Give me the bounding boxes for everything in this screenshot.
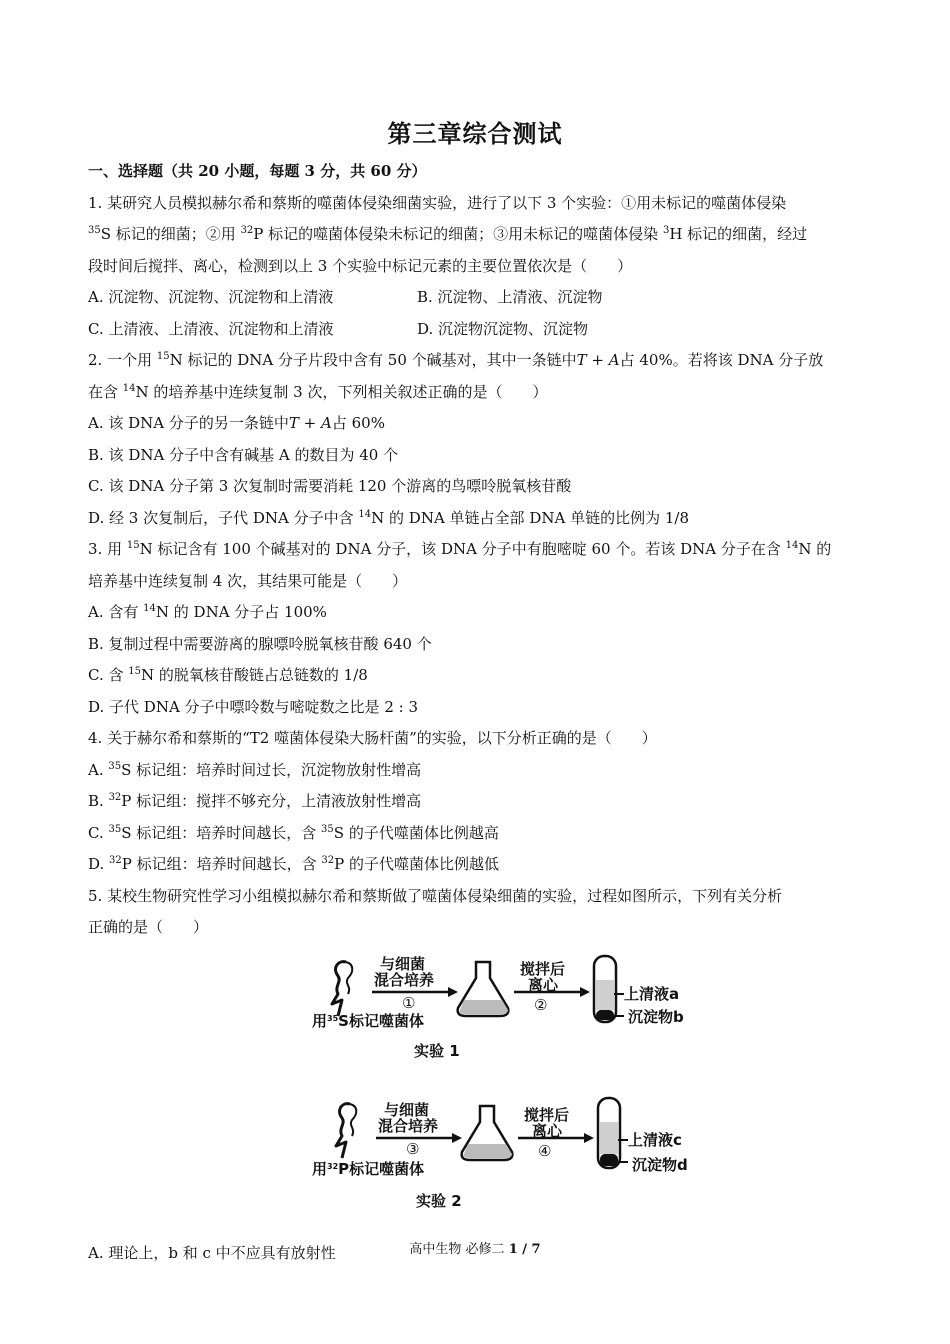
- option-b: B. 沉淀物、上清液、沉淀物: [417, 288, 603, 306]
- section-heading: 一、选择题（共 20 小题，每题 3 分，共 60 分）: [88, 162, 427, 180]
- question-5: [88, 881, 866, 1270]
- document-body: [88, 156, 866, 1269]
- pellet-label: 沉淀物b: [628, 1007, 684, 1026]
- experiment-diagram: [88, 948, 866, 1238]
- centrifuge-number: ④: [538, 1141, 552, 1160]
- question-1: [88, 188, 866, 346]
- option-d: D. 沉淀物沉淀物、沉淀物: [417, 319, 589, 338]
- option-b: B. 复制过程中需要游离的腺嘌呤脱氧核苷酸 640 个: [88, 634, 432, 653]
- option-c: C. $^{35}$S 标记组：培养时间越长，含 $^{35}$S 的子代噬菌体比例越高: [88, 823, 499, 842]
- experiment-figure: [88, 948, 866, 1238]
- option-b: B. $^{32}$P 标记组：搅拌不够充分，上清液放射性增高: [88, 792, 422, 810]
- page-footer: [0, 1238, 950, 1257]
- centrifuge-label-bottom: 离心: [532, 1121, 563, 1140]
- question-stem-line: 1. 某研究人员模拟赫尔希和蔡斯的噬菌体侵染细菌实验，进行了以下 3 个实验：①用未标记的噬菌体侵染: [88, 193, 787, 212]
- step-label-bottom: 混合培养: [374, 970, 435, 989]
- question-stem-line: 正确的是（ ）: [88, 918, 209, 936]
- centrifuge-label-top: 搅拌后: [524, 1105, 570, 1124]
- page-title: 第三章综合测试: [387, 119, 563, 148]
- question-3: [88, 534, 866, 723]
- experiment-2: [312, 1098, 688, 1210]
- phage-label: 用$^{35}$S标记噬菌体: [312, 1011, 424, 1030]
- option-d: D. 子代 DNA 分子中嘌呤数与嘧啶数之比是 2 : 3: [88, 697, 418, 716]
- option-c: C. 含 $^{15}$N 的脱氧核苷酸链占总链数的 1/8: [88, 666, 368, 684]
- option-a: A. 沉淀物、沉淀物、沉淀物和上清液: [88, 288, 334, 306]
- supernatant-label: 上清液a: [624, 984, 680, 1003]
- option-b: B. 该 DNA 分子中含有碱基 A 的数目为 40 个: [88, 445, 399, 464]
- phage-icon: [336, 1103, 350, 1157]
- step-number: ①: [402, 993, 416, 1012]
- option-a: A. 理论上，b 和 c 中不应具有放射性: [88, 1243, 336, 1262]
- experiment-caption: 实验 2: [416, 1191, 462, 1210]
- option-c: C. 上清液、上清液、沉淀物和上清液: [88, 319, 334, 338]
- option-a: A. 该 DNA 分子的另一条链中T + A占 60%: [88, 414, 385, 432]
- question-stem-line: 3. 用 $^{15}$N 标记含有 100 个碱基对的 DNA 分子，该 DNA 分子中有胞嘧啶 60 个。若该 DNA 分子在含 $^{14}$N 的: [88, 540, 832, 558]
- option-a: A. $^{35}$S 标记组：培养时间过长，沉淀物放射性增高: [88, 760, 422, 779]
- step-label-top: 与细菌: [380, 954, 426, 973]
- question-2: [88, 345, 866, 534]
- phage-label: 用$^{32}$P标记噬菌体: [312, 1159, 425, 1178]
- option-a: A. 含有 $^{14}$N 的 DNA 分子占 100%: [88, 603, 327, 621]
- arrowhead-icon: [584, 1133, 594, 1143]
- option-row: [88, 282, 866, 314]
- question-stem-line: 2. 一个用 $^{15}$N 标记的 DNA 分子片段中含有 50 个碱基对，其中一条链中T + A占 40%。若将该 DNA 分子放: [88, 351, 824, 369]
- pellet-label: 沉淀物d: [632, 1155, 688, 1174]
- option-d: D. $^{32}$P 标记组：培养时间越长，含 $^{32}$P 的子代噬菌体比例越低: [88, 855, 500, 873]
- step-label-bottom: 混合培养: [378, 1116, 439, 1135]
- footer-subject: 高中生物 必修二: [409, 1242, 505, 1257]
- step-label-top: 与细菌: [384, 1100, 430, 1119]
- phage-icon: [332, 961, 346, 1015]
- question-stem-line: 5. 某校生物研究性学习小组模拟赫尔希和蔡斯做了噬菌体侵染细菌的实验，过程如图所示，下列有关分析: [88, 886, 783, 905]
- arrowhead-icon: [452, 1133, 462, 1143]
- page-number: 1 / 7: [508, 1242, 541, 1257]
- arrowhead-icon: [580, 987, 590, 997]
- option-row: [88, 314, 866, 346]
- arrowhead-icon: [448, 987, 458, 997]
- centrifuge-label-bottom: 离心: [528, 975, 559, 994]
- question-stem-line: 段时间后搅拌、离心，检测到以上 3 个实验中标记元素的主要位置依次是（ ）: [88, 256, 633, 275]
- question-stem-line: 培养基中连续复制 4 次，其结果可能是（ ）: [88, 571, 408, 590]
- question-stem-line: $^{35}$S 标记的细菌；②用 $^{32}$P 标记的噬菌体侵染未标记的细菌；③用未标记的噬菌体侵染 $^3$H 标记的细菌，经过: [88, 225, 808, 243]
- question-stem-line: 在含 $^{14}$N 的培养基中连续复制 3 次，下列相关叙述正确的是（ ）: [88, 382, 548, 401]
- experiment-caption: 实验 1: [414, 1041, 460, 1060]
- question-stem-line: 4. 关于赫尔希和蔡斯的“T2 噬菌体侵染大肠杆菌”的实验，以下分析正确的是（ ）: [88, 729, 657, 747]
- option-c: C. 该 DNA 分子第 3 次复制时需要消耗 120 个游离的鸟嘌呤脱氧核苷酸: [88, 477, 572, 495]
- experiment-1: [312, 955, 684, 1060]
- option-d: D. 经 3 次复制后，子代 DNA 分子中含 $^{14}$N 的 DNA 单链占全部 DNA 单链的比例为 1/8: [88, 508, 689, 527]
- supernatant-label: 上清液c: [628, 1130, 682, 1149]
- question-4: [88, 723, 866, 881]
- step-number: ③: [406, 1139, 420, 1158]
- centrifuge-label-top: 搅拌后: [520, 959, 566, 978]
- centrifuge-number: ②: [534, 995, 548, 1014]
